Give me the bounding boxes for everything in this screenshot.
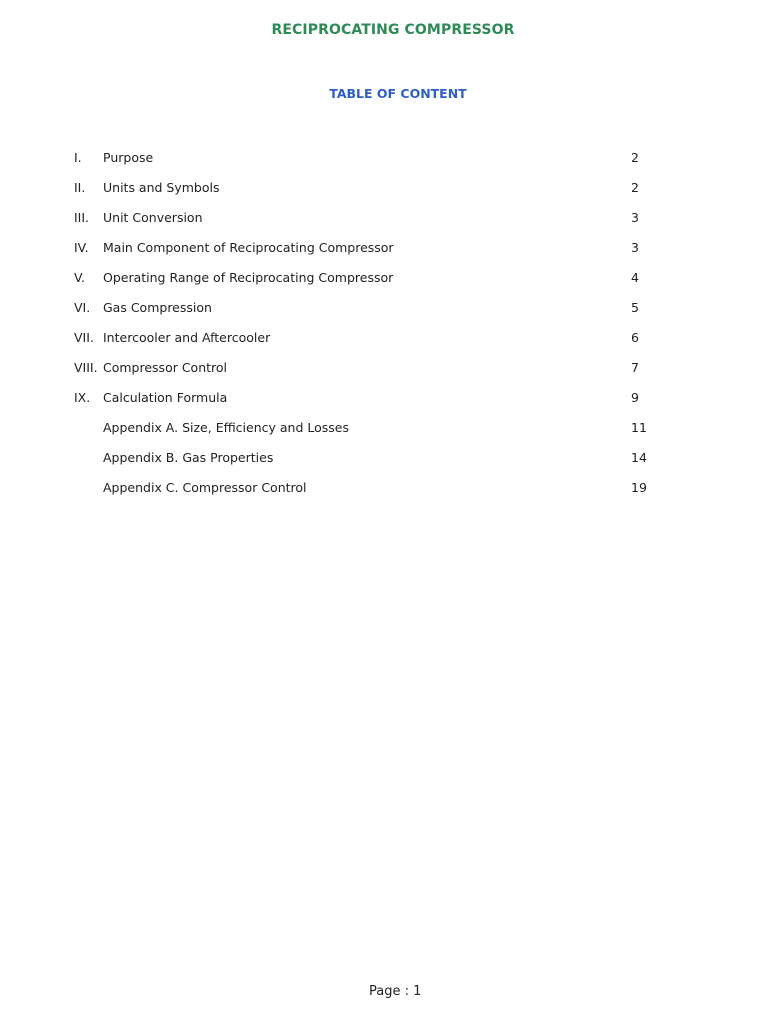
toc-entry-page: 19 bbox=[631, 480, 647, 495]
toc-entry-page: 14 bbox=[631, 450, 647, 465]
toc-entry[interactable] bbox=[74, 180, 674, 210]
toc-entry-page: 11 bbox=[631, 420, 647, 435]
toc-entry-title[interactable]: Appendix A. Size, Efficiency and Losses bbox=[103, 420, 349, 435]
toc-entry[interactable] bbox=[74, 450, 674, 480]
toc-entry-number: VIII. bbox=[74, 360, 98, 375]
toc-entry-title[interactable]: Intercooler and Aftercooler bbox=[103, 330, 271, 345]
toc-entry-title[interactable]: Gas Compression bbox=[103, 300, 212, 315]
toc-entry-title[interactable]: Operating Range of Reciprocating Compressor bbox=[103, 270, 394, 285]
toc-entry-page: 3 bbox=[631, 210, 639, 225]
toc-entry[interactable] bbox=[74, 330, 674, 360]
toc-entry[interactable] bbox=[74, 300, 674, 330]
toc-entry-page: 5 bbox=[631, 300, 639, 315]
toc-entry-number: VII. bbox=[74, 330, 94, 345]
toc-entry[interactable] bbox=[74, 480, 674, 510]
toc-entry[interactable] bbox=[74, 360, 674, 390]
toc-entry-number: II. bbox=[74, 180, 86, 195]
toc-entry[interactable] bbox=[74, 390, 674, 420]
toc-entry-title[interactable]: Main Component of Reciprocating Compressor bbox=[103, 240, 394, 255]
toc-entry-number: V. bbox=[74, 270, 85, 285]
toc-heading: TABLE OF CONTENT bbox=[329, 86, 467, 101]
page-number-footer: Page : 1 bbox=[369, 984, 422, 999]
toc-entry-number: VI. bbox=[74, 300, 91, 315]
toc-entry-page: 2 bbox=[631, 150, 639, 165]
document-title: RECIPROCATING COMPRESSOR bbox=[271, 22, 515, 38]
toc-entry[interactable] bbox=[74, 270, 674, 300]
toc-entry-title[interactable]: Appendix B. Gas Properties bbox=[103, 450, 274, 465]
toc-entry-number: III. bbox=[74, 210, 90, 225]
toc-entry[interactable] bbox=[74, 420, 674, 450]
toc-entry-page: 7 bbox=[631, 360, 639, 375]
toc-entry-number: IX. bbox=[74, 390, 91, 405]
table-of-contents bbox=[74, 150, 674, 510]
toc-entry-title[interactable]: Unit Conversion bbox=[103, 210, 203, 225]
toc-entry-number: IV. bbox=[74, 240, 89, 255]
toc-entry-title[interactable]: Compressor Control bbox=[103, 360, 228, 375]
toc-entry-number: I. bbox=[74, 150, 82, 165]
toc-entry-page: 2 bbox=[631, 180, 639, 195]
toc-entry-page: 4 bbox=[631, 270, 639, 285]
toc-entry[interactable] bbox=[74, 240, 674, 270]
toc-entry-title[interactable]: Purpose bbox=[103, 150, 154, 165]
toc-entry[interactable] bbox=[74, 150, 674, 180]
toc-entry-page: 9 bbox=[631, 390, 639, 405]
toc-entry-title[interactable]: Appendix C. Compressor Control bbox=[103, 480, 307, 495]
toc-entry[interactable] bbox=[74, 210, 674, 240]
toc-entry-page: 6 bbox=[631, 330, 639, 345]
toc-entry-title[interactable]: Units and Symbols bbox=[103, 180, 220, 195]
toc-entry-title[interactable]: Calculation Formula bbox=[103, 390, 228, 405]
toc-entry-page: 3 bbox=[631, 240, 639, 255]
